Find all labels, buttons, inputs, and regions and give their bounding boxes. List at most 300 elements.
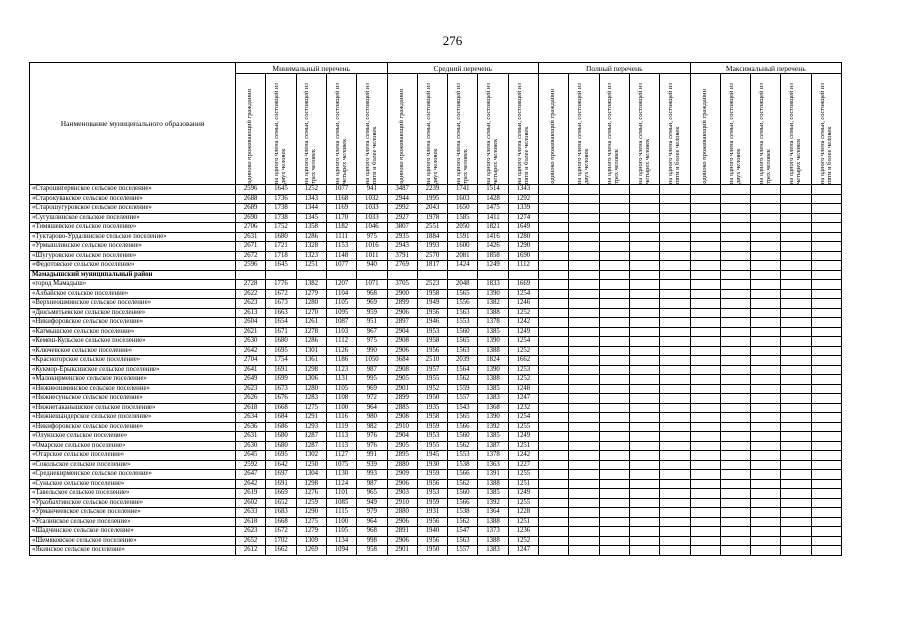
value-cell: 1547 xyxy=(448,527,478,537)
table-row xyxy=(30,337,842,347)
value-cell xyxy=(811,289,841,299)
column-header xyxy=(660,74,690,185)
value-cell: 1383 xyxy=(478,546,508,556)
value-cell: 2706 xyxy=(236,223,266,233)
value-cell: 1050 xyxy=(357,356,387,366)
column-header xyxy=(720,74,750,185)
value-cell xyxy=(569,394,599,404)
value-cell: 2647 xyxy=(236,470,266,480)
table-row xyxy=(30,422,842,432)
value-cell xyxy=(720,337,750,347)
value-cell xyxy=(539,517,569,527)
value-cell xyxy=(751,375,781,385)
settlement-name: «Старошугуровское сельское поселение» xyxy=(30,204,236,214)
column-header-label: на одного члена семьи, состоящей из трех человек xyxy=(757,83,772,184)
value-cell: 1562 xyxy=(448,517,478,527)
value-cell xyxy=(417,270,447,280)
value-cell: 995 xyxy=(357,375,387,385)
value-cell: 1697 xyxy=(266,470,296,480)
value-cell xyxy=(599,403,629,413)
value-cell xyxy=(539,308,569,318)
value-cell xyxy=(781,280,811,290)
value-cell: 1301 xyxy=(296,346,326,356)
value-cell: 1293 xyxy=(296,422,326,432)
value-cell xyxy=(539,270,569,280)
value-cell xyxy=(751,261,781,271)
table-row xyxy=(30,308,842,318)
value-cell: 2927 xyxy=(387,213,417,223)
value-cell: 1254 xyxy=(508,289,538,299)
value-cell: 1269 xyxy=(296,546,326,556)
value-cell xyxy=(720,346,750,356)
value-cell: 1255 xyxy=(508,422,538,432)
value-cell xyxy=(629,308,659,318)
value-cell: 2880 xyxy=(387,460,417,470)
value-cell: 1600 xyxy=(448,242,478,252)
value-cell: 1382 xyxy=(478,299,508,309)
value-cell: 1287 xyxy=(296,432,326,442)
value-cell xyxy=(660,365,690,375)
value-cell xyxy=(690,185,720,195)
value-cell xyxy=(781,546,811,556)
value-cell xyxy=(751,289,781,299)
value-cell: 2645 xyxy=(236,451,266,461)
value-cell: 2910 xyxy=(387,498,417,508)
value-cell xyxy=(751,185,781,195)
value-cell: 2239 xyxy=(417,185,447,195)
value-cell xyxy=(690,413,720,423)
value-cell: 1565 xyxy=(448,289,478,299)
value-cell: 2604 xyxy=(236,318,266,328)
value-cell: 1111 xyxy=(326,232,356,242)
value-cell xyxy=(629,479,659,489)
value-cell xyxy=(569,261,599,271)
value-cell xyxy=(690,546,720,556)
subsistence-table xyxy=(29,62,842,556)
value-cell xyxy=(629,270,659,280)
value-cell xyxy=(539,337,569,347)
value-cell xyxy=(599,242,629,252)
value-cell xyxy=(751,441,781,451)
settlement-name: «Старокувакское сельское поселение» xyxy=(30,194,236,204)
value-cell: 1654 xyxy=(266,318,296,328)
value-cell xyxy=(690,527,720,537)
value-cell xyxy=(811,517,841,527)
value-cell: 1957 xyxy=(417,365,447,375)
value-cell: 1543 xyxy=(448,403,478,413)
value-cell: 2900 xyxy=(387,289,417,299)
value-cell xyxy=(539,185,569,195)
value-cell: 1105 xyxy=(326,299,356,309)
value-cell xyxy=(660,308,690,318)
value-cell: 1691 xyxy=(266,365,296,375)
value-cell: 1207 xyxy=(326,280,356,290)
value-cell xyxy=(629,441,659,451)
value-cell: 1251 xyxy=(508,441,538,451)
value-cell: 1126 xyxy=(326,346,356,356)
value-cell xyxy=(660,384,690,394)
value-cell: 1085 xyxy=(326,498,356,508)
value-cell xyxy=(751,251,781,261)
value-cell: 2619 xyxy=(236,489,266,499)
value-cell xyxy=(629,432,659,442)
column-header-label: одиноко проживающий гражданин xyxy=(700,89,708,184)
settlement-name: «Старошигерянское сельское поселение» xyxy=(30,185,236,195)
value-cell xyxy=(690,356,720,366)
table-row xyxy=(30,460,842,470)
value-cell: 2897 xyxy=(387,318,417,328)
value-cell xyxy=(690,394,720,404)
value-cell: 2906 xyxy=(387,536,417,546)
table-row xyxy=(30,365,842,375)
value-cell xyxy=(781,375,811,385)
value-cell: 2551 xyxy=(417,223,447,233)
value-cell xyxy=(629,280,659,290)
value-cell xyxy=(569,346,599,356)
value-cell: 1251 xyxy=(296,261,326,271)
value-cell xyxy=(690,261,720,271)
value-cell xyxy=(720,204,750,214)
value-cell: 1652 xyxy=(266,498,296,508)
value-cell: 1182 xyxy=(326,223,356,233)
value-cell: 1279 xyxy=(296,289,326,299)
value-cell xyxy=(569,337,599,347)
value-cell xyxy=(751,479,781,489)
value-cell xyxy=(751,308,781,318)
table-row xyxy=(30,242,842,252)
value-cell xyxy=(690,242,720,252)
table-row xyxy=(30,346,842,356)
value-cell: 941 xyxy=(357,185,387,195)
value-cell xyxy=(781,479,811,489)
value-cell: 1242 xyxy=(508,318,538,328)
value-cell xyxy=(690,422,720,432)
value-cell xyxy=(781,299,811,309)
value-cell xyxy=(629,517,659,527)
table-row xyxy=(30,213,842,223)
value-cell: 1016 xyxy=(357,242,387,252)
value-cell: 1645 xyxy=(266,185,296,195)
value-cell: 2901 xyxy=(387,546,417,556)
value-cell: 1736 xyxy=(266,194,296,204)
value-cell: 1945 xyxy=(417,451,447,461)
group-header-maximal: Максимальный перечень xyxy=(690,63,842,74)
column-header xyxy=(690,74,720,185)
value-cell: 1148 xyxy=(326,251,356,261)
value-cell: 1553 xyxy=(448,451,478,461)
value-cell: 3705 xyxy=(387,280,417,290)
value-cell xyxy=(569,470,599,480)
value-cell xyxy=(811,337,841,347)
table-body xyxy=(30,185,842,556)
value-cell: 1274 xyxy=(508,213,538,223)
value-cell: 965 xyxy=(357,489,387,499)
value-cell: 2631 xyxy=(236,432,266,442)
value-cell: 1252 xyxy=(508,346,538,356)
value-cell xyxy=(629,261,659,271)
value-cell: 987 xyxy=(357,365,387,375)
table-row xyxy=(30,232,842,242)
value-cell xyxy=(660,403,690,413)
value-cell: 2596 xyxy=(236,261,266,271)
value-cell: 982 xyxy=(357,422,387,432)
value-cell xyxy=(811,223,841,233)
value-cell xyxy=(811,261,841,271)
column-header-label: на одного члена семьи, состоящей из четырех человек xyxy=(636,83,651,184)
value-cell: 1676 xyxy=(266,394,296,404)
column-header-label: одиноко проживающий гражданин xyxy=(549,89,557,184)
settlement-name: «Олуязское сельское поселение» xyxy=(30,432,236,442)
value-cell xyxy=(357,270,387,280)
value-cell: 3684 xyxy=(387,356,417,366)
value-cell xyxy=(751,346,781,356)
value-cell xyxy=(720,527,750,537)
value-cell: 1170 xyxy=(326,213,356,223)
value-cell: 1388 xyxy=(478,308,508,318)
value-cell: 1950 xyxy=(417,394,447,404)
value-cell xyxy=(690,384,720,394)
value-cell xyxy=(569,242,599,252)
value-cell: 1953 xyxy=(417,432,447,442)
value-cell: 1112 xyxy=(508,261,538,271)
value-cell: 1255 xyxy=(508,498,538,508)
value-cell: 1280 xyxy=(508,232,538,242)
value-cell xyxy=(539,356,569,366)
value-cell xyxy=(599,527,629,537)
value-cell xyxy=(811,327,841,337)
value-cell: 1978 xyxy=(417,213,447,223)
value-cell: 1956 xyxy=(417,479,447,489)
value-cell xyxy=(569,204,599,214)
value-cell xyxy=(629,365,659,375)
value-cell xyxy=(599,327,629,337)
value-cell: 1683 xyxy=(266,508,296,518)
value-cell xyxy=(811,194,841,204)
value-cell: 1286 xyxy=(296,232,326,242)
value-cell xyxy=(599,318,629,328)
value-cell xyxy=(599,204,629,214)
column-header xyxy=(448,74,478,185)
value-cell xyxy=(751,546,781,556)
value-cell xyxy=(660,413,690,423)
value-cell xyxy=(539,536,569,546)
value-cell xyxy=(720,308,750,318)
value-cell: 1130 xyxy=(326,470,356,480)
value-cell xyxy=(569,422,599,432)
value-cell xyxy=(720,289,750,299)
settlement-name: «Тавельское сельское поселение» xyxy=(30,489,236,499)
value-cell xyxy=(569,432,599,442)
value-cell: 1287 xyxy=(296,441,326,451)
settlement-name: «Омарское сельское поселение» xyxy=(30,441,236,451)
value-cell xyxy=(720,441,750,451)
value-cell xyxy=(660,204,690,214)
table-row xyxy=(30,299,842,309)
value-cell xyxy=(781,346,811,356)
value-cell xyxy=(660,394,690,404)
value-cell: 1387 xyxy=(478,441,508,451)
value-cell: 1105 xyxy=(326,527,356,537)
value-cell xyxy=(569,251,599,261)
value-cell xyxy=(690,460,720,470)
value-cell xyxy=(599,280,629,290)
value-cell: 1071 xyxy=(357,280,387,290)
value-cell xyxy=(690,289,720,299)
settlement-name: «Шадчинское сельское поселение» xyxy=(30,527,236,537)
value-cell: 1094 xyxy=(326,546,356,556)
value-cell xyxy=(811,413,841,423)
value-cell: 1368 xyxy=(478,403,508,413)
value-cell xyxy=(720,394,750,404)
value-cell xyxy=(599,451,629,461)
value-cell: 2935 xyxy=(387,232,417,242)
settlement-name: «Туктарово-Урдалинское сельское поселение» xyxy=(30,232,236,242)
value-cell xyxy=(811,356,841,366)
value-cell xyxy=(690,489,720,499)
value-cell xyxy=(569,308,599,318)
value-cell xyxy=(690,327,720,337)
value-cell xyxy=(569,194,599,204)
value-cell: 1958 xyxy=(417,289,447,299)
value-cell xyxy=(720,432,750,442)
value-cell: 1690 xyxy=(508,251,538,261)
value-cell: 1388 xyxy=(478,346,508,356)
value-cell xyxy=(781,413,811,423)
value-cell xyxy=(751,460,781,470)
value-cell xyxy=(720,213,750,223)
value-cell xyxy=(781,441,811,451)
value-cell xyxy=(690,375,720,385)
value-cell: 2904 xyxy=(387,327,417,337)
value-cell: 1343 xyxy=(508,185,538,195)
table-row xyxy=(30,280,842,290)
column-header xyxy=(296,74,326,185)
value-cell xyxy=(660,251,690,261)
value-cell xyxy=(629,394,659,404)
value-cell xyxy=(811,441,841,451)
value-cell xyxy=(811,451,841,461)
value-cell: 1247 xyxy=(508,546,538,556)
value-cell: 1378 xyxy=(478,318,508,328)
settlement-name: «Уразбахтинское сельское поселение» xyxy=(30,498,236,508)
column-header-label: на одного члена семьи, состоящей из трех человек xyxy=(454,83,469,184)
value-cell xyxy=(720,384,750,394)
value-cell xyxy=(781,460,811,470)
value-cell xyxy=(690,451,720,461)
value-cell xyxy=(751,223,781,233)
value-cell: 2641 xyxy=(236,365,266,375)
value-cell xyxy=(539,204,569,214)
value-cell xyxy=(539,251,569,261)
value-cell: 1884 xyxy=(417,232,447,242)
value-cell: 979 xyxy=(357,508,387,518)
column-header-label: одиноко проживающий гражданин xyxy=(397,89,405,184)
settlement-name: «Нижнеошминское сельское поселение» xyxy=(30,384,236,394)
district-name: Мамадышский муниципальный район xyxy=(30,270,236,280)
value-cell: 1345 xyxy=(296,213,326,223)
value-cell: 1953 xyxy=(417,489,447,499)
value-cell: 1930 xyxy=(417,460,447,470)
value-cell xyxy=(599,185,629,195)
value-cell: 1672 xyxy=(266,527,296,537)
value-cell: 1553 xyxy=(448,318,478,328)
value-cell: 1101 xyxy=(326,489,356,499)
value-cell xyxy=(660,185,690,195)
value-cell: 1645 xyxy=(266,261,296,271)
settlement-name: «Нижнесуньское сельское поселение» xyxy=(30,394,236,404)
value-cell: 1392 xyxy=(478,498,508,508)
value-cell: 1952 xyxy=(417,384,447,394)
value-cell xyxy=(569,213,599,223)
value-cell xyxy=(629,384,659,394)
value-cell: 1113 xyxy=(326,441,356,451)
value-cell: 1955 xyxy=(417,441,447,451)
value-cell xyxy=(539,280,569,290)
value-cell xyxy=(569,223,599,233)
value-cell xyxy=(629,232,659,242)
value-cell xyxy=(720,413,750,423)
value-cell: 1411 xyxy=(478,213,508,223)
value-cell xyxy=(781,213,811,223)
value-cell: 2048 xyxy=(448,280,478,290)
value-cell xyxy=(539,451,569,461)
value-cell xyxy=(751,470,781,480)
value-cell: 1280 xyxy=(296,299,326,309)
value-cell: 1385 xyxy=(478,432,508,442)
value-cell: 2602 xyxy=(236,498,266,508)
column-header-label: на одного члена семьи, состоящей из пяти и более человек xyxy=(667,83,681,184)
value-cell xyxy=(236,270,266,280)
value-cell xyxy=(629,375,659,385)
value-cell xyxy=(720,270,750,280)
value-cell xyxy=(781,394,811,404)
value-cell: 2910 xyxy=(387,422,417,432)
value-cell: 1671 xyxy=(266,327,296,337)
value-cell xyxy=(599,299,629,309)
value-cell xyxy=(660,299,690,309)
value-cell xyxy=(690,280,720,290)
value-cell xyxy=(660,479,690,489)
value-cell: 1236 xyxy=(508,527,538,537)
value-cell xyxy=(811,498,841,508)
settlement-name: «Федотовское сельское поселение» xyxy=(30,261,236,271)
value-cell: 1298 xyxy=(296,365,326,375)
value-cell xyxy=(569,527,599,537)
value-cell xyxy=(690,251,720,261)
value-cell: 2642 xyxy=(236,346,266,356)
value-cell xyxy=(811,527,841,537)
value-cell: 2899 xyxy=(387,394,417,404)
column-header xyxy=(508,74,538,185)
value-cell xyxy=(781,536,811,546)
value-cell: 1127 xyxy=(326,451,356,461)
value-cell xyxy=(539,289,569,299)
column-header-label: на одного члена семьи, состоящей из двух человек xyxy=(424,83,439,184)
value-cell: 1032 xyxy=(357,194,387,204)
value-cell: 2043 xyxy=(417,204,447,214)
value-cell xyxy=(660,460,690,470)
column-header-label: одиноко проживающий гражданин xyxy=(246,89,254,184)
value-cell xyxy=(811,270,841,280)
value-cell xyxy=(781,242,811,252)
value-cell xyxy=(781,403,811,413)
value-cell xyxy=(599,384,629,394)
value-cell xyxy=(660,375,690,385)
value-cell: 1254 xyxy=(508,337,538,347)
value-cell xyxy=(539,384,569,394)
value-cell xyxy=(781,204,811,214)
value-cell xyxy=(720,261,750,271)
